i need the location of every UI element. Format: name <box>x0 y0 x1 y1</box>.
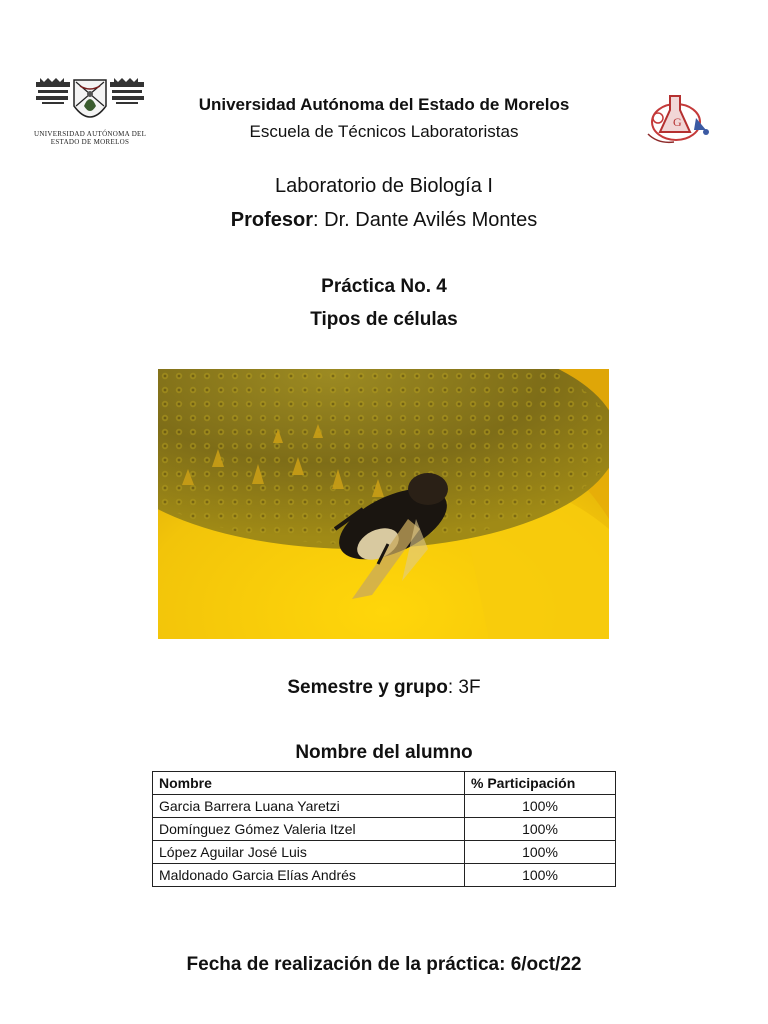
school-name: Escuela de Técnicos Laboratoristas <box>249 122 519 141</box>
lab-name: Laboratorio de Biología I <box>275 175 493 197</box>
students-table <box>152 771 616 887</box>
date-label: Fecha de realización de la práctica <box>186 954 500 975</box>
table-row <box>153 864 616 887</box>
student-pct: 100% <box>465 841 616 864</box>
professor-label: Profesor <box>230 209 314 231</box>
university-name: Universidad Autónoma del Estado de Morelos <box>198 95 570 114</box>
logo-caption-line1: UNIVERSIDAD AUTÓNOMA DEL <box>34 130 147 138</box>
students-section-title: Nombre del alumno <box>295 742 473 763</box>
table-row <box>153 841 616 864</box>
table-row <box>153 818 616 841</box>
svg-text:G: G <box>673 115 682 129</box>
professor-name: : Dr. Dante Avilés Montes <box>313 209 538 231</box>
table-row <box>153 795 616 818</box>
student-pct: 100% <box>465 795 616 818</box>
group-line <box>0 677 768 699</box>
cover-photo-bee-sunflower <box>158 369 609 639</box>
student-pct: 100% <box>465 864 616 887</box>
header-participacion: % Participación <box>465 772 616 795</box>
date-line <box>0 954 768 976</box>
table-header-row <box>153 772 616 795</box>
practice-number: Práctica No. 4 <box>321 276 447 297</box>
student-name: López Aguilar José Luis <box>153 841 465 864</box>
header-nombre: Nombre <box>153 772 465 795</box>
student-name: Maldonado Garcia Elías Andrés <box>153 864 465 887</box>
student-pct: 100% <box>465 818 616 841</box>
group-label: Semestre y grupo <box>287 677 448 698</box>
student-name: Garcia Barrera Luana Yaretzi <box>153 795 465 818</box>
student-name: Domínguez Gómez Valeria Itzel <box>153 818 465 841</box>
logo-caption-line2: ESTADO DE MORELOS <box>50 138 130 146</box>
date-value: : 6/oct/22 <box>499 954 582 975</box>
group-value: : 3F <box>447 677 481 698</box>
practice-title: Tipos de células <box>310 309 458 330</box>
professor-line <box>0 209 768 232</box>
